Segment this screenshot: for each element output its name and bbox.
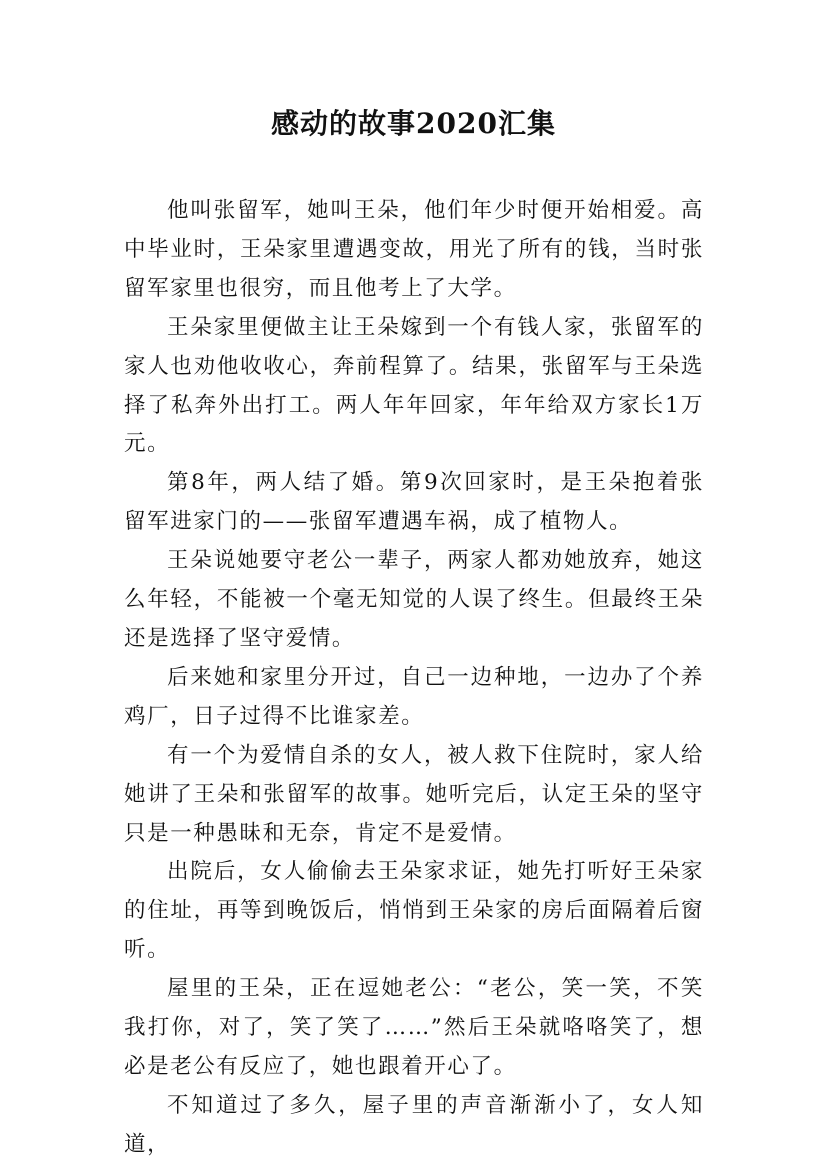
paragraph: 有一个为爱情自杀的女人，被人救下住院时，家人给她讲了王朵和张留军的故事。她听完后，认定王朵的坚守只是一种愚昧和无奈，肯定不是爱情。	[124, 742, 704, 846]
paragraph: 王朵家里便做主让王朵嫁到一个有钱人家，张留军的家人也劝他收收心，奔前程算了。结果，张留军与王朵选择了私奔外出打工。两人年年回家，年年给双方家长1万元。	[124, 314, 704, 457]
paragraph: 屋里的王朵，正在逗她老公：“老公，笑一笑，不笑我打你，对了，笑了笑了……”然后王朵就咯咯笑了，想必是老公有反应了，她也跟着开心了。	[124, 976, 704, 1079]
paragraph: 第8年，两人结了婚。第9次回家时，是王朵抱着张留军进家门的——张留军遭遇车祸，成了植物人。	[124, 470, 704, 535]
paragraph: 后来她和家里分开过，自己一边种地，一边办了个养鸡厂，日子过得不比谁家差。	[124, 664, 704, 729]
paragraph: 王朵说她要守老公一辈子，两家人都劝她放弃，她这么年轻，不能被一个毫无知觉的人误了终生。但最终王朵还是选择了坚守爱情。	[124, 548, 704, 651]
paragraph: 他叫张留军，她叫王朵，他们年少时便开始相爱。高中毕业时，王朵家里遭遇变故，用光了所有的钱，当时张留军家里也很穷，而且他考上了大学。	[124, 198, 704, 301]
paragraph: 不知道过了多久，屋子里的声音渐渐小了，女人知道，	[124, 1092, 704, 1157]
document-body	[124, 192, 704, 1165]
paragraph: 出院后，女人偷偷去王朵家求证，她先打听好王朵家的住址，再等到晚饭后，悄悄到王朵家的房后面隔着后窗听。	[124, 859, 704, 963]
document-title: 感动的故事2020汇集	[271, 107, 556, 140]
